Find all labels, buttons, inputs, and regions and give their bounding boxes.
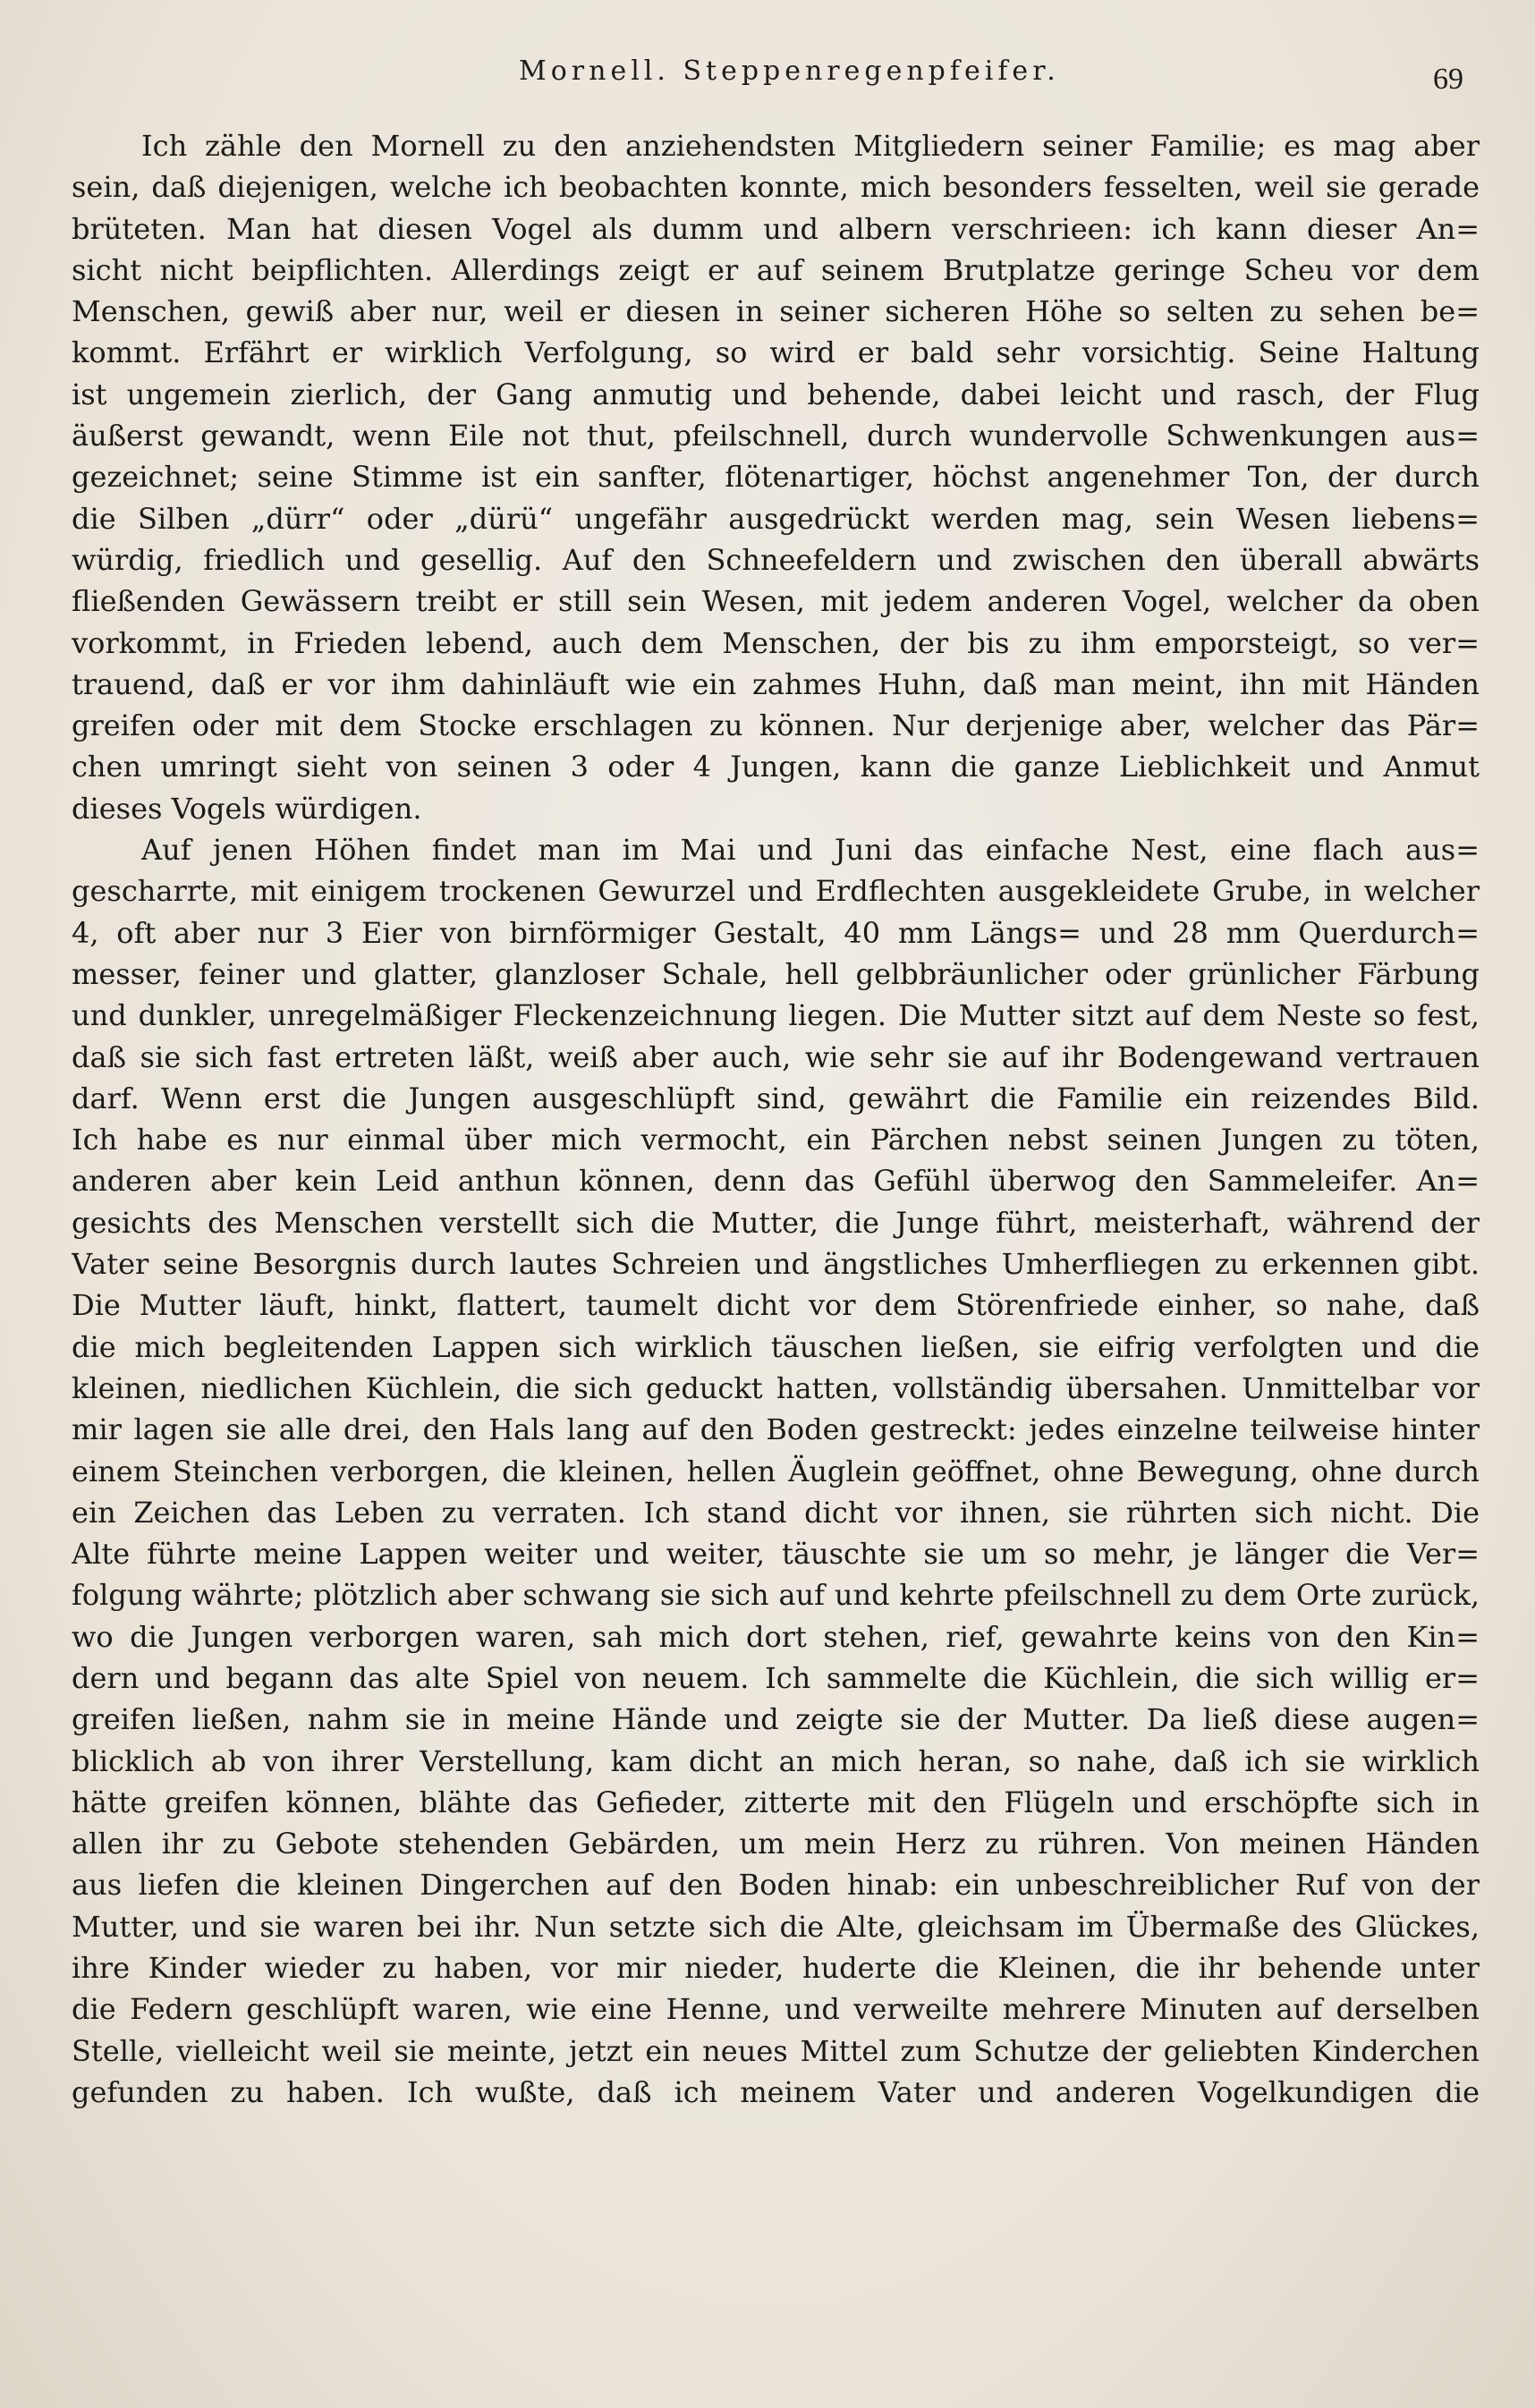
text-line: blicklich ab von ihrer Verstellung, kam dicht an mich heran, so nahe, daß ich sie wirklich [72,1743,1480,1778]
body-text [72,125,1480,2113]
text-line: fließenden Gewässern treibt er still sein Wesen, mit jedem anderen Vogel, welcher da oben [72,584,1480,619]
text-line: Vater seine Besorgnis durch lautes Schreien und ängstliches Umherfliegen zu erkennen gibt. [72,1247,1480,1282]
text-line: sicht nicht beipflichten. Allerdings zeigt er auf seinem Brutplatze geringe Scheu vor dem [72,252,1480,287]
text-line: Menschen, gewiß aber nur, weil er diesen in seiner sicheren Höhe so selten zu sehen be= [72,294,1480,329]
running-title: Mornell. Steppenregenpfeifer. [519,55,1060,87]
text-line: 4, oft aber nur 3 Eier von birnförmiger Gestalt, 40 mm Längs= und 28 mm Querdurch= [72,915,1480,950]
text-line: brüteten. Man hat diesen Vogel als dumm und albern verschrieen: ich kann dieser An= [72,211,1480,246]
text-line: greifen ließen, nahm sie in meine Hände und zeigte sie der Mutter. Da ließ diese augen= [72,1702,1480,1737]
text-line: Mutter, und sie waren bei ihr. Nun setzte sich die Alte, gleichsam im Übermaße des Glückes, [72,1909,1480,1944]
text-line: hätte greifen können, blähte das Gefieder, zitterte mit den Flügeln und erschöpfte sich in [72,1785,1480,1819]
text-line: chen umringt sieht von seinen 3 oder 4 Jungen, kann die ganze Lieblichkeit und Anmut [72,750,1480,784]
page-header [0,54,1535,107]
text-line: greifen oder mit dem Stocke erschlagen zu können. Nur derjenige aber, welcher das Pär= [72,708,1480,743]
text-line: die Federn geschlüpft waren, wie eine Henne, und verweilte mehrere Minuten auf derselben [72,1992,1480,2027]
text-line: dieses Vogels würdigen. [72,791,422,826]
text-line: allen ihr zu Gebote stehenden Gebärden, um mein Herz zu rühren. Von meinen Händen [72,1827,1480,1861]
text-line: einem Steinchen verborgen, die kleinen, hellen Äuglein geöffnet, ohne Bewegung, ohne durch [72,1454,1480,1488]
text-line: gesichts des Menschen verstellt sich die Mutter, die Junge führt, meisterhaft, während der [72,1205,1480,1240]
text-line: ein Zeichen das Leben zu verraten. Ich stand dicht vor ihnen, sie rührten sich nicht. Die [72,1495,1480,1530]
text-line: daß sie sich fast ertreten läßt, weiß aber auch, wie sehr sie auf ihr Bodengewand vertrauen [72,1039,1480,1074]
text-line: gescharrte, mit einigem trockenen Gewurzel und Erdflechten ausgekleidete Grube, in welcher [72,874,1480,909]
text-line: die mich begleitenden Lappen sich wirklich täuschen ließen, sie eifrig verfolgten und die [72,1329,1480,1364]
text-line: sein, daß diejenigen, welche ich beobachten konnte, mich besonders fesselten, weil sie gerade [72,170,1480,205]
text-line: wo die Jungen verborgen waren, sah mich dort stehen, rief, gewahrte keins von den Kin= [72,1619,1480,1654]
text-line: Stelle, vielleicht weil sie meinte, jetzt ein neues Mittel zum Schutze der geliebten Kinderchen [72,2033,1480,2068]
text-line: die Silben „dürr“ oder „dürü“ ungefähr ausgedrückt werden mag, sein Wesen liebens= [72,501,1480,536]
text-line: messer, feiner und glatter, glanzloser Schale, hell gelbbräunlicher oder grünlicher Färbung [72,956,1480,991]
text-line: gezeichnet; seine Stimme ist ein sanfter, flötenartiger, höchst angenehmer Ton, der durch [72,460,1480,495]
text-line: folgung währte; plötzlich aber schwang sie sich auf und kehrte pfeilschnell zu dem Orte zurück, [72,1578,1480,1613]
paragraph-1 [72,125,1480,829]
text-line: mir lagen sie alle drei, den Hals lang auf den Boden gestreckt: jedes einzelne teilweise hinter [72,1412,1480,1447]
text-line: kleinen, niedlichen Küchlein, die sich geduckt hatten, vollständig übersahen. Unmittelbar vor [72,1370,1480,1405]
text-line: ist ungemein zierlich, der Gang anmutig und behende, dabei leicht und rasch, der Flug [72,377,1480,411]
text-line: kommt. Erfährt er wirklich Verfolgung, so wird er bald sehr vorsichtig. Seine Haltung [72,335,1480,370]
text-line: anderen aber kein Leid anthun können, denn das Gefühl überwog den Sammeleifer. An= [72,1164,1480,1199]
text-line: trauend, daß er vor ihm dahinläuft wie ein zahmes Huhn, daß man meint, ihn mit Händen [72,666,1480,701]
text-line: Ich zähle den Mornell zu den anziehendsten Mitgliedern seiner Familie; es mag aber [141,129,1480,163]
text-line: Ich habe es nur einmal über mich vermocht, ein Pärchen nebst seinen Jungen zu töten, [72,1123,1480,1157]
text-line: dern und begann das alte Spiel von neuem. Ich sammelte die Küchlein, die sich willig er= [72,1660,1480,1695]
page-number: 69 [1433,63,1463,96]
paragraph-2 [72,829,1480,2113]
text-line: aus liefen die kleinen Dingerchen auf den Boden hinab: ein unbeschreiblicher Ruf von der [72,1868,1480,1903]
text-line: Alte führte meine Lappen weiter und weiter, täuschte sie um so mehr, je länger die Ver= [72,1537,1480,1572]
text-line: darf. Wenn erst die Jungen ausgeschlüpft sind, gewährt die Familie ein reizendes Bild. [72,1081,1480,1115]
text-line: würdig, friedlich und gesellig. Auf den Schneefeldern und zwischen den überall abwärts [72,542,1480,577]
text-line: Auf jenen Höhen findet man im Mai und Juni das einfache Nest, eine flach aus= [141,833,1480,868]
text-line: und dunkler, unregelmäßiger Fleckenzeichnung liegen. Die Mutter sitzt auf dem Neste so fest, [72,998,1480,1033]
text-line: vorkommt, in Frieden lebend, auch dem Menschen, der bis zu ihm emporsteigt, so ver= [72,625,1480,660]
text-line: ihre Kinder wieder zu haben, vor mir nieder, huderte die Kleinen, die ihr behende unter [72,1951,1480,1986]
text-line: äußerst gewandt, wenn Eile not thut, pfeilschnell, durch wundervolle Schwenkungen aus= [72,419,1480,454]
text-line: Die Mutter läuft, hinkt, flattert, taumelt dicht vor dem Störenfriede einher, so nahe, daß [72,1288,1480,1323]
text-line: gefunden zu haben. Ich wußte, daß ich meinem Vater und anderen Vogelkundigen die [72,2074,1480,2109]
